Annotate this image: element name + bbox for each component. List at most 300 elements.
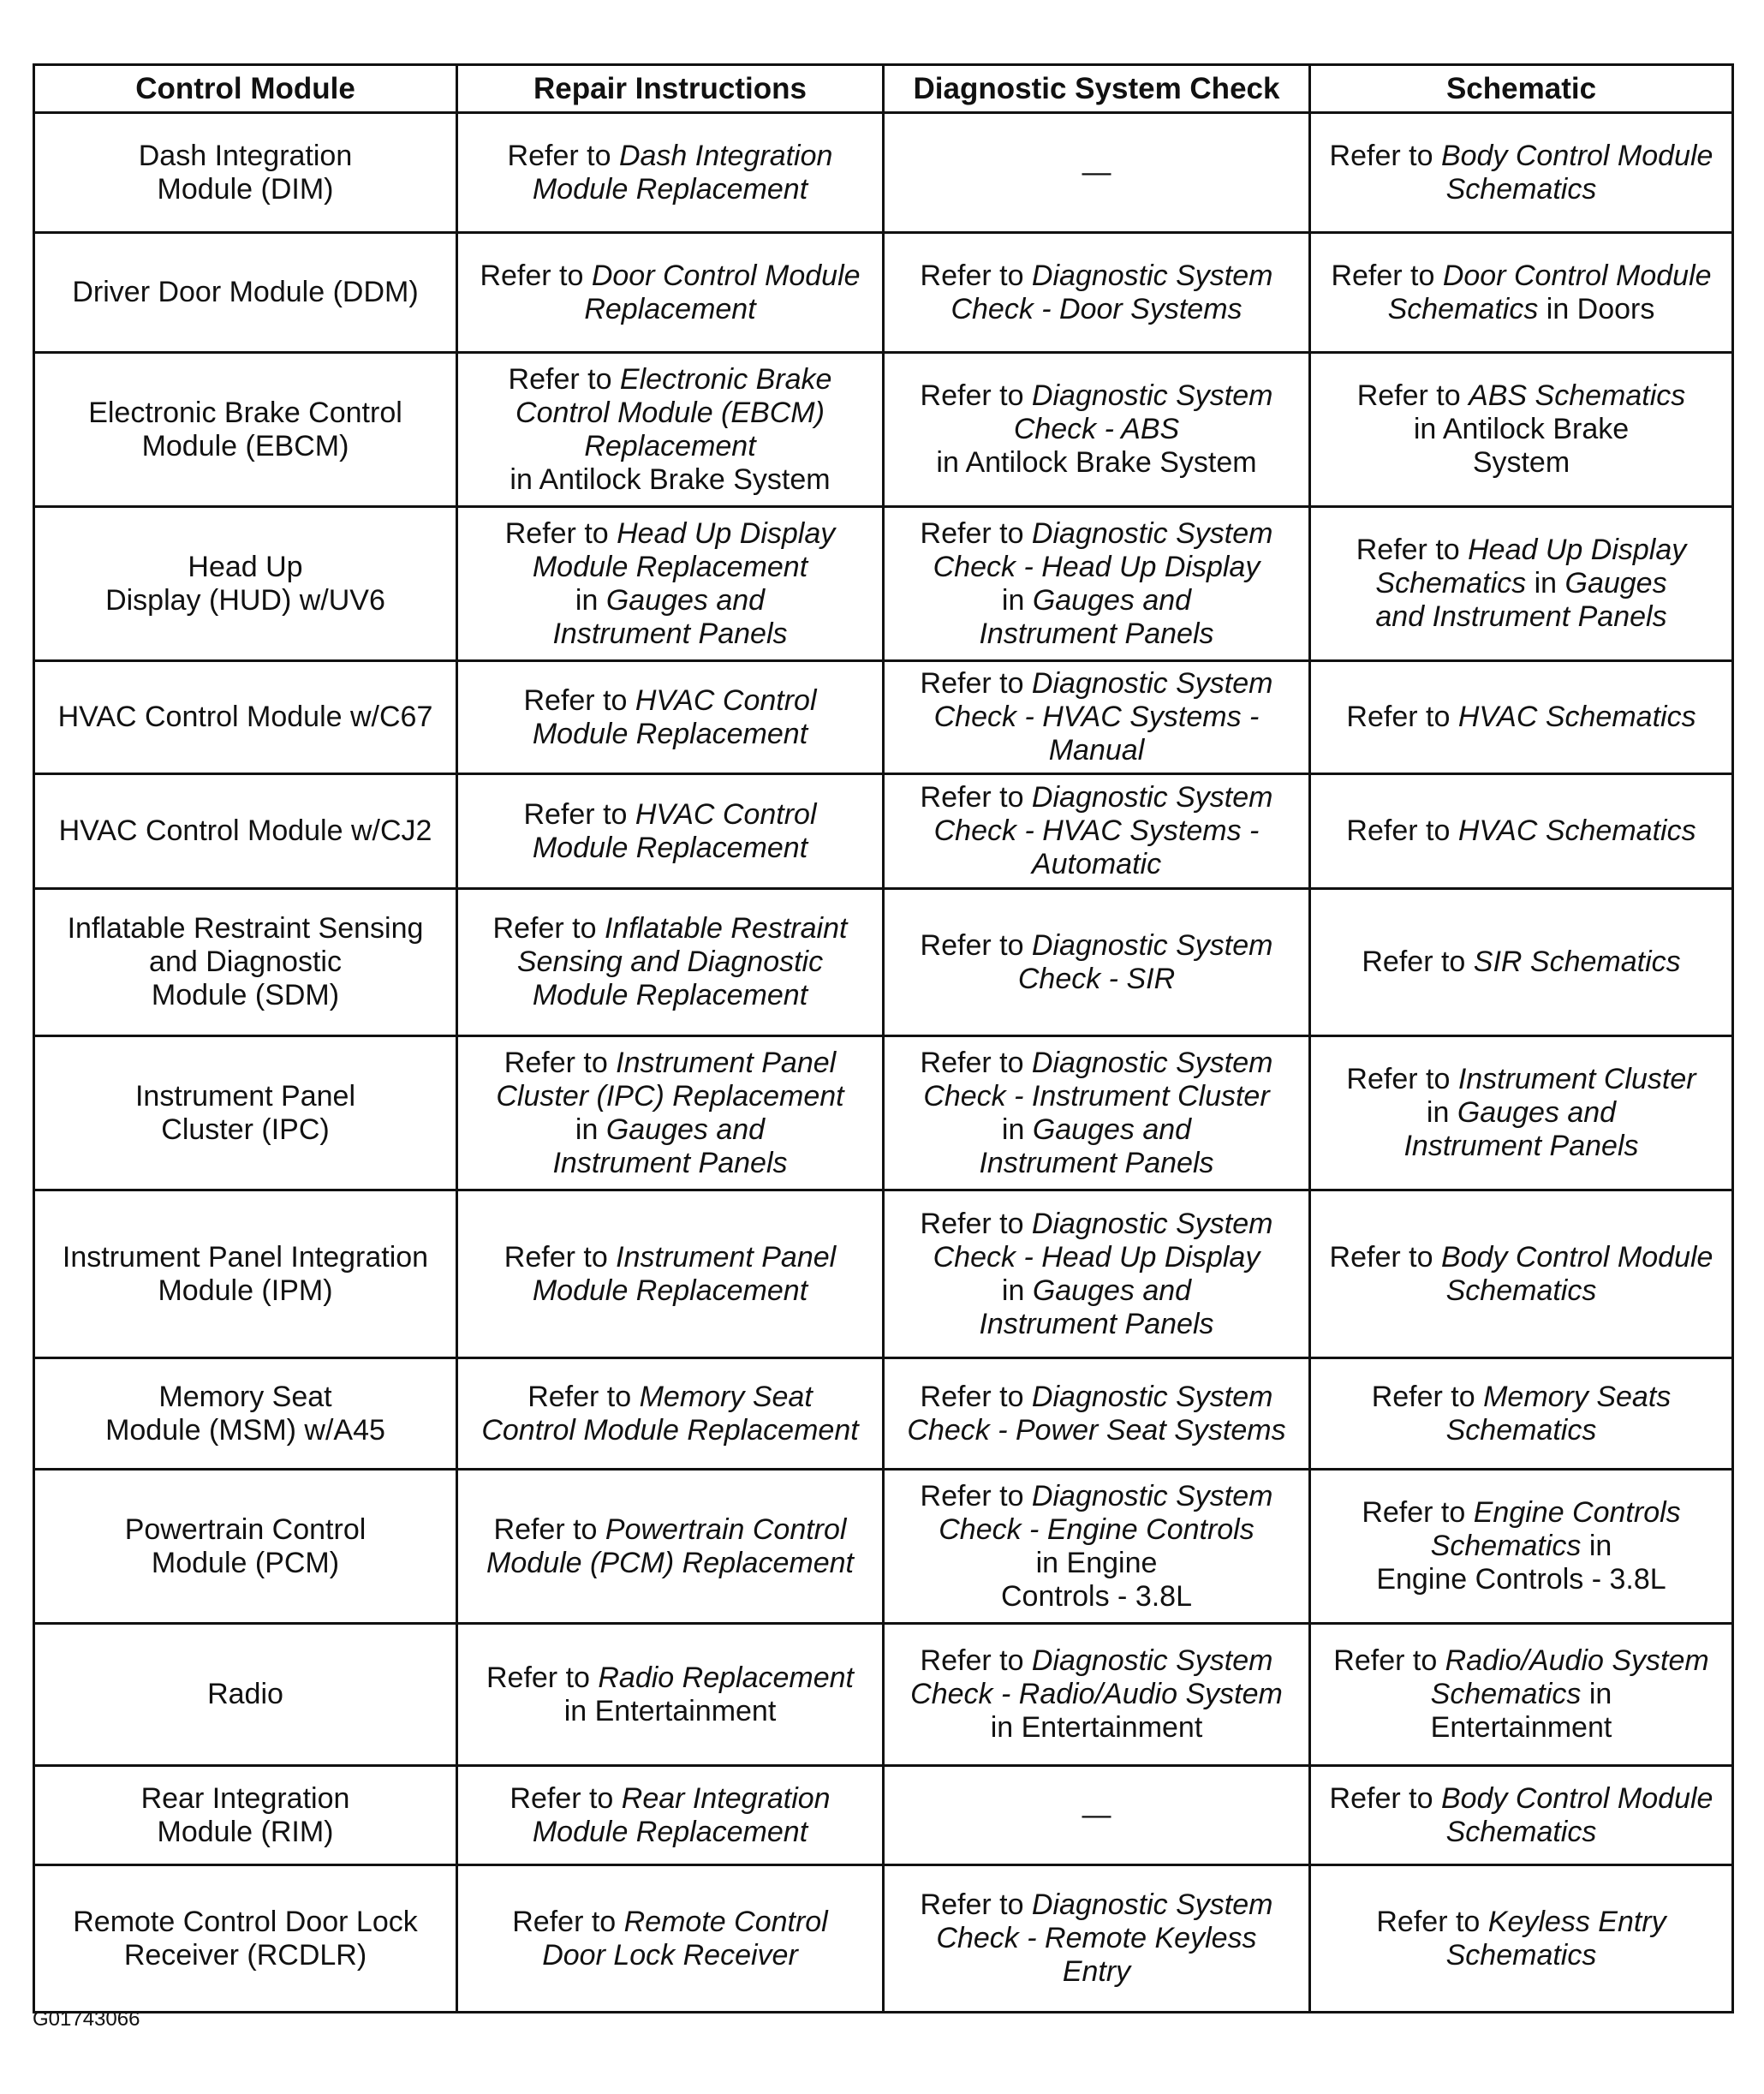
cell-text-italic: and Instrument Panels xyxy=(1375,600,1667,633)
cell-line xyxy=(465,1080,875,1113)
cell-text: in xyxy=(1001,1274,1033,1307)
cell-line xyxy=(465,718,875,751)
control-module-cell xyxy=(34,889,457,1036)
cell-text: Refer to xyxy=(1356,379,1469,412)
repair-instructions-cell xyxy=(457,233,884,353)
cell-text: in xyxy=(1001,583,1033,617)
cell-line xyxy=(891,1547,1302,1580)
cell-text-italic: Manual xyxy=(1048,734,1145,767)
cell-text: Refer to xyxy=(492,912,605,945)
cell-line xyxy=(1318,1678,1725,1711)
cell-line xyxy=(42,979,449,1012)
cell-line xyxy=(891,701,1302,734)
cell-text: Receiver (RCDLR) xyxy=(123,1938,367,1972)
cell-text: Dash Integration xyxy=(138,139,353,172)
table-row xyxy=(34,507,1733,661)
cell-text: Refer to xyxy=(1346,814,1458,847)
cell-text: in xyxy=(1526,567,1565,600)
cell-line xyxy=(1318,260,1725,293)
cell-text: Inflatable Restraint Sensing xyxy=(67,912,424,945)
cell-line xyxy=(891,1147,1302,1180)
cell-text-italic: Gauges and xyxy=(605,583,766,617)
cell-line xyxy=(1318,701,1725,734)
cell-text: in Entertainment xyxy=(990,1711,1203,1744)
cell-text-italic: Diagnostic System xyxy=(1031,1380,1273,1413)
cell-line xyxy=(465,1241,875,1274)
cell-text: Refer to xyxy=(920,1644,1032,1677)
cell-text: Module (MSM) w/A45 xyxy=(105,1413,385,1447)
cell-text-italic: Gauges xyxy=(1564,567,1667,600)
cell-line xyxy=(891,1644,1302,1678)
cell-text-italic: Dash Integration xyxy=(618,139,833,172)
cell-line xyxy=(891,584,1302,617)
cell-line xyxy=(891,1381,1302,1414)
cell-text-italic: Gauges and xyxy=(1457,1096,1617,1129)
cell-text-italic: Body Control Module xyxy=(1440,1240,1713,1274)
table-row xyxy=(34,889,1733,1036)
cell-text-italic: Check - HVAC Systems - xyxy=(933,814,1260,847)
cell-text-italic: Cluster (IPC) Replacement xyxy=(496,1079,844,1113)
repair-instructions-cell xyxy=(457,661,884,774)
cell-line xyxy=(891,1080,1302,1113)
cell-text-italic: Diagnostic System xyxy=(1031,379,1273,412)
cell-text: in Antilock Brake System xyxy=(936,446,1257,479)
cell-text-italic: HVAC Schematics xyxy=(1457,814,1696,847)
schematic-cell xyxy=(1310,1766,1733,1865)
table-row xyxy=(34,1358,1733,1470)
cell-line xyxy=(891,1888,1302,1922)
schematic-cell xyxy=(1310,1190,1733,1358)
cell-line xyxy=(1318,534,1725,567)
cell-text: Engine Controls - 3.8L xyxy=(1376,1563,1666,1596)
cell-text: Refer to xyxy=(1346,1063,1458,1095)
cell-line xyxy=(42,1906,449,1939)
cell-text: HVAC Control Module w/C67 xyxy=(57,701,433,733)
cell-line xyxy=(891,1799,1302,1832)
cell-text-italic: Gauges and xyxy=(1032,1113,1192,1146)
cell-line xyxy=(465,463,875,497)
cell-text-italic: Diagnostic System xyxy=(1031,259,1273,292)
cell-text-italic: Schematics xyxy=(1387,292,1539,325)
cell-text-italic: HVAC Control xyxy=(635,797,817,831)
cell-line xyxy=(891,1580,1302,1614)
schematic-cell xyxy=(1310,353,1733,507)
diagnostic-check-cell xyxy=(884,1766,1310,1865)
cell-line xyxy=(465,1695,875,1728)
cell-text-italic: Electronic Brake xyxy=(619,362,832,396)
cell-text-italic: Check - SIR xyxy=(1017,962,1176,995)
cell-line xyxy=(465,1661,875,1695)
diagnostic-check-cell xyxy=(884,1624,1310,1766)
cell-line xyxy=(465,979,875,1012)
control-module-cell xyxy=(34,113,457,233)
cell-text-italic: Rear Integration xyxy=(621,1781,831,1815)
cell-text-italic: Gauges and xyxy=(1032,1274,1192,1307)
cell-line xyxy=(465,430,875,463)
cell-text-italic: Check - ABS xyxy=(1013,413,1180,445)
cell-text: Refer to xyxy=(480,259,592,292)
cell-line xyxy=(465,617,875,651)
cell-text: Refer to xyxy=(1329,1781,1441,1815)
cell-text-italic: Diagnostic System xyxy=(1031,516,1273,550)
schematic-cell xyxy=(1310,1865,1733,2013)
cell-line xyxy=(42,1939,449,1972)
cell-line xyxy=(891,1274,1302,1308)
cell-text-italic: Schematics xyxy=(1430,1530,1582,1562)
repair-instructions-cell xyxy=(457,1470,884,1624)
cell-line xyxy=(891,814,1302,848)
cell-line xyxy=(891,293,1302,326)
cell-text: in xyxy=(575,583,606,617)
diagnostic-check-cell xyxy=(884,1190,1310,1358)
cell-line xyxy=(1318,600,1725,634)
control-module-cell xyxy=(34,1358,457,1470)
schematic-cell xyxy=(1310,889,1733,1036)
cell-line xyxy=(42,701,449,734)
cell-line xyxy=(891,1480,1302,1513)
cell-line xyxy=(465,397,875,430)
cell-text: Refer to xyxy=(1371,1380,1484,1413)
schematic-cell xyxy=(1310,113,1733,233)
cell-text: Refer to xyxy=(523,797,635,831)
cell-text: Entertainment xyxy=(1430,1711,1612,1744)
cell-text-italic: Instrument Cluster xyxy=(1457,1063,1696,1095)
cell-line xyxy=(891,1208,1302,1241)
cell-text-italic: Diagnostic System xyxy=(1031,928,1273,962)
cell-line xyxy=(465,140,875,173)
cell-line xyxy=(1318,1563,1725,1596)
schematic-cell xyxy=(1310,1470,1733,1624)
cell-line xyxy=(42,1513,449,1547)
schematic-cell xyxy=(1310,774,1733,889)
repair-instructions-cell xyxy=(457,507,884,661)
cell-text-italic: Schematics xyxy=(1445,1938,1597,1972)
cell-text: Refer to xyxy=(523,683,635,717)
schematic-cell xyxy=(1310,1624,1733,1766)
cell-line xyxy=(42,140,449,173)
cell-line xyxy=(1318,413,1725,446)
cell-text: Refer to xyxy=(1356,534,1469,566)
cell-text-italic: HVAC Schematics xyxy=(1457,701,1696,733)
table-row xyxy=(34,661,1733,774)
cell-text: Refer to xyxy=(504,1240,617,1274)
diagnostic-check-cell xyxy=(884,507,1310,661)
cell-text: in Entertainment xyxy=(563,1694,777,1727)
cell-text-italic: Module Replacement xyxy=(532,1274,808,1307)
repair-instructions-cell xyxy=(457,1766,884,1865)
cell-text: Refer to xyxy=(1346,701,1458,733)
cell-line xyxy=(42,173,449,206)
control-module-cell xyxy=(34,1624,457,1766)
cell-line xyxy=(891,517,1302,551)
control-module-cell xyxy=(34,1470,457,1624)
cell-line xyxy=(465,1047,875,1080)
cell-line xyxy=(891,1241,1302,1274)
cell-text-italic: Instrument Panels xyxy=(1403,1130,1639,1162)
cell-text: Refer to xyxy=(920,1479,1032,1512)
cell-text-italic: Memory Seat xyxy=(639,1380,813,1413)
cell-text-italic: Body Control Module xyxy=(1440,1781,1713,1815)
cell-text-italic: Schematics xyxy=(1375,567,1527,600)
diagnostic-check-cell xyxy=(884,353,1310,507)
cell-text-italic: Door Lock Receiver xyxy=(542,1938,798,1972)
table-body xyxy=(34,113,1733,2013)
cell-text-italic: Module Replacement xyxy=(532,1815,808,1848)
cell-line xyxy=(42,584,449,617)
diagnostic-check-cell xyxy=(884,113,1310,233)
cell-line xyxy=(42,1241,449,1274)
cell-line xyxy=(891,667,1302,701)
cell-line xyxy=(42,1547,449,1580)
cell-text-italic: Memory Seats xyxy=(1483,1380,1672,1413)
cell-line xyxy=(465,1547,875,1580)
cell-text: Refer to xyxy=(486,1661,599,1694)
cell-text: Remote Control Door Lock xyxy=(73,1905,418,1938)
cell-text: Refer to xyxy=(920,1207,1032,1240)
cell-line xyxy=(42,1782,449,1816)
cell-text: Refer to xyxy=(920,928,1032,962)
cell-text: Instrument Panel xyxy=(134,1079,356,1113)
repair-instructions-cell xyxy=(457,353,884,507)
cell-text-italic: Replacement xyxy=(584,429,756,462)
cell-line xyxy=(465,1782,875,1816)
cell-text-italic: Diagnostic System xyxy=(1031,1888,1273,1921)
cell-text: Refer to xyxy=(493,1512,605,1546)
cell-line xyxy=(1318,1782,1725,1816)
cell-text-italic: Powertrain Control xyxy=(605,1512,847,1546)
table-row xyxy=(34,353,1733,507)
cell-text: Powertrain Control xyxy=(124,1512,367,1546)
repair-instructions-cell xyxy=(457,1190,884,1358)
table-row xyxy=(34,1624,1733,1766)
table-row xyxy=(34,774,1733,889)
cell-text: Refer to xyxy=(504,516,617,550)
cell-line xyxy=(1318,1414,1725,1447)
cell-line xyxy=(1318,946,1725,979)
cell-line xyxy=(42,912,449,946)
cell-line xyxy=(465,1381,875,1414)
cell-line xyxy=(1318,1644,1725,1678)
cell-line xyxy=(891,1414,1302,1447)
cell-text: Refer to xyxy=(512,1905,624,1938)
cell-text-italic: Head Up Display xyxy=(1468,534,1687,566)
cell-text-italic: Remote Control xyxy=(623,1905,828,1938)
cell-line xyxy=(1318,1063,1725,1096)
cell-line xyxy=(1318,446,1725,480)
cell-text: and Diagnostic xyxy=(149,946,342,978)
control-module-cell xyxy=(34,1190,457,1358)
cell-text-italic: Schematics xyxy=(1445,1274,1597,1307)
cell-text-italic: Instrument Panels xyxy=(979,617,1214,650)
cell-text-italic: Diagnostic System xyxy=(1031,667,1273,700)
cell-line xyxy=(42,397,449,430)
cell-line xyxy=(891,617,1302,651)
cell-text-italic: Inflatable Restraint xyxy=(604,912,848,945)
cell-text-italic: Module (PCM) Replacement xyxy=(486,1546,854,1579)
control-module-cell xyxy=(34,1766,457,1865)
cell-line xyxy=(42,1274,449,1308)
cell-text: Module (PCM) xyxy=(151,1546,340,1579)
cell-text-italic: Schematics xyxy=(1445,1815,1597,1848)
cell-line xyxy=(1318,293,1725,326)
diagnostic-check-cell xyxy=(884,889,1310,1036)
repair-instructions-cell xyxy=(457,774,884,889)
control-module-cell xyxy=(34,1036,457,1190)
cell-text: in xyxy=(1581,1678,1612,1710)
cell-text: Refer to xyxy=(1362,1496,1474,1529)
cell-line xyxy=(891,963,1302,996)
cell-text: in xyxy=(1426,1096,1457,1129)
cell-text-italic: Gauges and xyxy=(605,1113,766,1146)
cell-text: Cluster (IPC) xyxy=(161,1113,330,1146)
cell-text-italic: Diagnostic System xyxy=(1031,1644,1273,1677)
cell-text: Refer to xyxy=(1331,259,1443,292)
cell-text-italic: Door Control Module xyxy=(1442,259,1712,292)
cell-line xyxy=(1318,567,1725,600)
cell-line xyxy=(891,781,1302,814)
cell-line xyxy=(42,1816,449,1849)
cell-text: Refer to xyxy=(507,139,619,172)
table-header-row xyxy=(34,65,1733,113)
cell-line xyxy=(891,1678,1302,1711)
cell-line xyxy=(1318,379,1725,413)
cell-text-italic: Diagnostic System xyxy=(1031,781,1273,814)
cell-text-italic: Instrument Panel xyxy=(616,1046,837,1079)
cell-line xyxy=(42,276,449,309)
cell-line xyxy=(1318,1906,1725,1939)
cell-text: Electronic Brake Control xyxy=(88,396,402,429)
header-repair-instructions: Repair Instructions xyxy=(457,65,884,113)
cell-line xyxy=(465,584,875,617)
control-module-cell xyxy=(34,1865,457,2013)
cell-text-italic: Check - Radio/Audio System xyxy=(910,1678,1283,1710)
cell-line xyxy=(42,551,449,584)
cell-text: Refer to xyxy=(920,781,1032,814)
cell-text: Rear Integration xyxy=(140,1781,350,1815)
cell-line xyxy=(465,1906,875,1939)
cell-text: Module (EBCM) xyxy=(141,429,349,462)
cell-line xyxy=(1318,1530,1725,1563)
cell-line xyxy=(42,1080,449,1113)
cell-text-italic: Entry xyxy=(1062,1955,1131,1988)
cell-line xyxy=(1318,1711,1725,1745)
cell-text: Head Up xyxy=(188,550,303,583)
cell-text-italic: Body Control Module xyxy=(1440,139,1713,172)
cell-line xyxy=(1318,1816,1725,1849)
control-module-cell xyxy=(34,507,457,661)
cell-line xyxy=(465,1147,875,1180)
cell-text: in xyxy=(1581,1530,1612,1562)
cell-text-italic: Check - Engine Controls xyxy=(939,1512,1254,1546)
cell-text: Display (HUD) w/UV6 xyxy=(105,583,385,617)
cell-text-italic: Instrument Panels xyxy=(552,617,788,650)
cell-text-italic: Sensing and Diagnostic xyxy=(516,946,824,978)
table-row xyxy=(34,1470,1733,1624)
cell-text: in xyxy=(575,1113,606,1146)
cell-line xyxy=(465,912,875,946)
cell-line xyxy=(891,848,1302,881)
cell-text: Refer to xyxy=(1329,1240,1441,1274)
control-module-cell xyxy=(34,233,457,353)
cell-line xyxy=(465,684,875,718)
schematic-cell xyxy=(1310,507,1733,661)
cell-text: Refer to xyxy=(1333,1644,1445,1677)
cell-text-italic: Diagnostic System xyxy=(1031,1046,1273,1079)
cell-line xyxy=(465,363,875,397)
cell-text-italic: Control Module (EBCM) xyxy=(515,396,825,429)
cell-text: Refer to xyxy=(920,259,1032,292)
cell-line xyxy=(465,1816,875,1849)
cell-text-italic: Engine Controls xyxy=(1473,1496,1681,1529)
cell-line xyxy=(465,798,875,832)
cell-text: Refer to xyxy=(920,1380,1032,1413)
cell-text: Refer to xyxy=(504,1046,617,1079)
diagnostic-check-cell xyxy=(884,1358,1310,1470)
cell-line xyxy=(1318,1939,1725,1972)
cell-text-italic: Module Replacement xyxy=(532,979,808,1011)
cell-line xyxy=(465,946,875,979)
cell-text: Instrument Panel Integration xyxy=(62,1240,429,1274)
cell-text-italic: Radio/Audio System xyxy=(1445,1644,1709,1677)
cell-text-italic: Check - Remote Keyless xyxy=(936,1922,1257,1954)
cell-line xyxy=(891,1922,1302,1955)
cell-line xyxy=(891,1308,1302,1341)
cell-text: — xyxy=(1082,1799,1111,1831)
cell-line xyxy=(1318,1274,1725,1308)
cell-line xyxy=(1318,1381,1725,1414)
cell-line xyxy=(1318,814,1725,848)
cell-text: Module (SDM) xyxy=(151,979,340,1011)
cell-text-italic: Schematics xyxy=(1430,1678,1582,1710)
cell-text: — xyxy=(1082,156,1111,188)
cell-text: in Antilock Brake xyxy=(1413,413,1630,445)
cell-line xyxy=(42,1381,449,1414)
cell-text-italic: Instrument Panels xyxy=(552,1146,788,1179)
cell-text: Refer to xyxy=(920,1046,1032,1079)
header-control-module: Control Module xyxy=(34,65,457,113)
repair-instructions-cell xyxy=(457,1624,884,1766)
schematic-cell xyxy=(1310,233,1733,353)
cell-text-italic: Schematics xyxy=(1445,172,1597,206)
cell-text: Refer to xyxy=(527,1380,640,1413)
table-row xyxy=(34,1865,1733,2013)
cell-line xyxy=(891,1955,1302,1989)
cell-text-italic: Automatic xyxy=(1031,848,1162,880)
diagnostic-check-cell xyxy=(884,1865,1310,2013)
cell-line xyxy=(891,1113,1302,1147)
cell-line xyxy=(891,929,1302,963)
diagnostic-check-cell xyxy=(884,774,1310,889)
cell-text-italic: Check - HVAC Systems - xyxy=(933,701,1260,733)
table-row xyxy=(34,1766,1733,1865)
control-module-cell xyxy=(34,353,457,507)
diagnostic-check-cell xyxy=(884,1470,1310,1624)
cell-text: Module (DIM) xyxy=(157,172,334,206)
cell-text-italic: Instrument Panels xyxy=(979,1146,1214,1179)
control-module-table xyxy=(33,63,1734,2013)
cell-text-italic: Replacement xyxy=(584,292,756,325)
cell-line xyxy=(891,260,1302,293)
cell-line xyxy=(465,1274,875,1308)
header-diagnostic-system-check: Diagnostic System Check xyxy=(884,65,1310,113)
cell-text-italic: Instrument Panels xyxy=(979,1307,1214,1340)
cell-line xyxy=(465,260,875,293)
cell-text: Module (IPM) xyxy=(158,1274,333,1307)
cell-text-italic: Diagnostic System xyxy=(1031,1479,1273,1512)
control-module-cell xyxy=(34,661,457,774)
cell-text-italic: Keyless Entry xyxy=(1487,1905,1666,1938)
cell-text-italic: Radio Replacement xyxy=(598,1661,854,1694)
